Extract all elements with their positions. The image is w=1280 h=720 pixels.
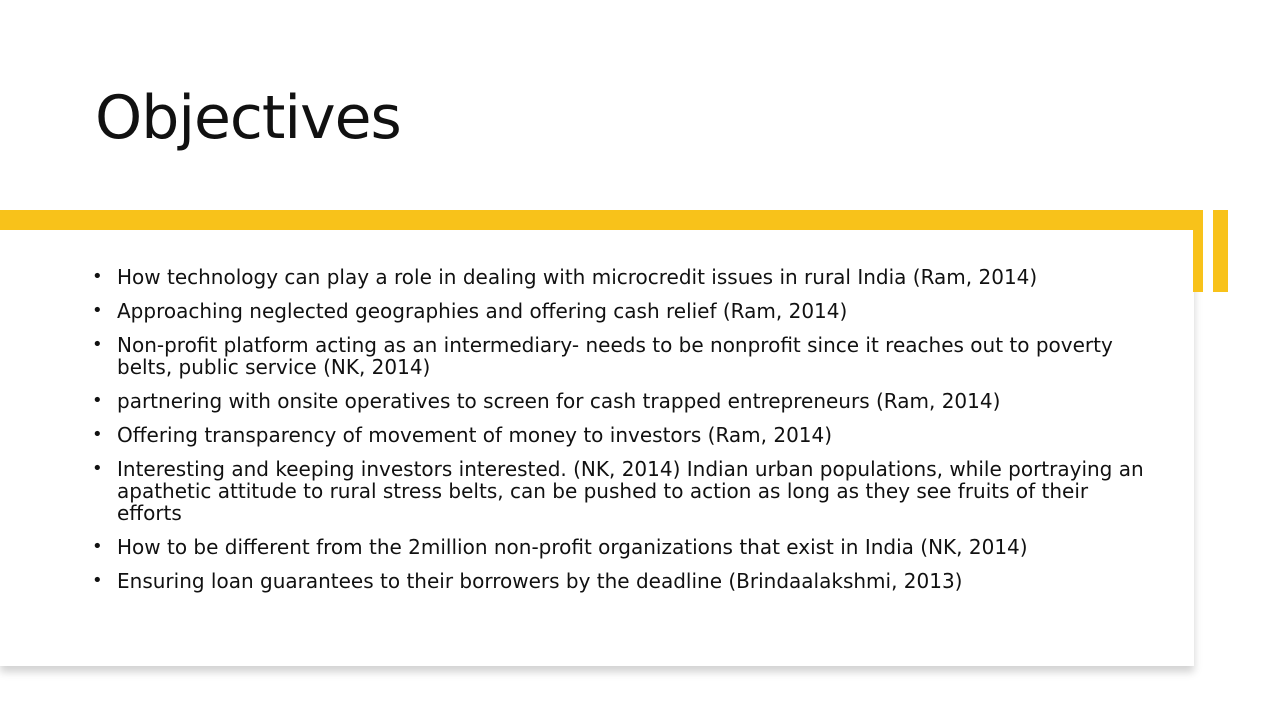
slide-title: Objectives — [95, 83, 401, 153]
bullet-icon: • — [92, 300, 103, 321]
list-item — [90, 300, 1150, 322]
list-item — [90, 458, 1150, 524]
accent-bar-vertical-right — [1213, 210, 1228, 292]
bullet-icon: • — [92, 424, 103, 445]
list-item — [90, 570, 1150, 592]
bullet-list — [90, 266, 1150, 604]
bullet-text: Ensuring loan guarantees to their borrowers by the deadline (Brindaalakshmi, 2013) — [117, 569, 963, 593]
bullet-icon: • — [92, 266, 103, 287]
bullet-icon: • — [92, 458, 103, 479]
bullet-text: partnering with onsite operatives to screen for cash trapped entrepreneurs (Ram, 2014) — [117, 389, 1001, 413]
bullet-text: Approaching neglected geographies and offering cash relief (Ram, 2014) — [117, 299, 848, 323]
accent-bar-vertical-left — [1193, 210, 1203, 292]
list-item — [90, 390, 1150, 412]
bullet-icon: • — [92, 334, 103, 355]
bullet-text: How technology can play a role in dealing with microcredit issues in rural India (Ram, 2014) — [117, 265, 1038, 289]
bullet-text: Interesting and keeping investors interested. (NK, 2014) Indian urban populations, while portraying an apathetic attitude to rural stress belts, can be pushed to action as long as they see fruits of their efforts — [117, 457, 1144, 525]
list-item — [90, 266, 1150, 288]
list-item — [90, 424, 1150, 446]
list-item — [90, 536, 1150, 558]
bullet-text: Offering transparency of movement of money to investors (Ram, 2014) — [117, 423, 833, 447]
accent-bar-horizontal — [0, 210, 1203, 230]
bullet-text: Non-profit platform acting as an intermediary- needs to be nonprofit since it reaches out to poverty belts, public service (NK, 2014) — [117, 333, 1113, 379]
bullet-icon: • — [92, 536, 103, 557]
list-item — [90, 334, 1150, 378]
bullet-text: How to be different from the 2million non-profit organizations that exist in India (NK, 2014) — [117, 535, 1028, 559]
bullet-icon: • — [92, 570, 103, 591]
bullet-icon: • — [92, 390, 103, 411]
